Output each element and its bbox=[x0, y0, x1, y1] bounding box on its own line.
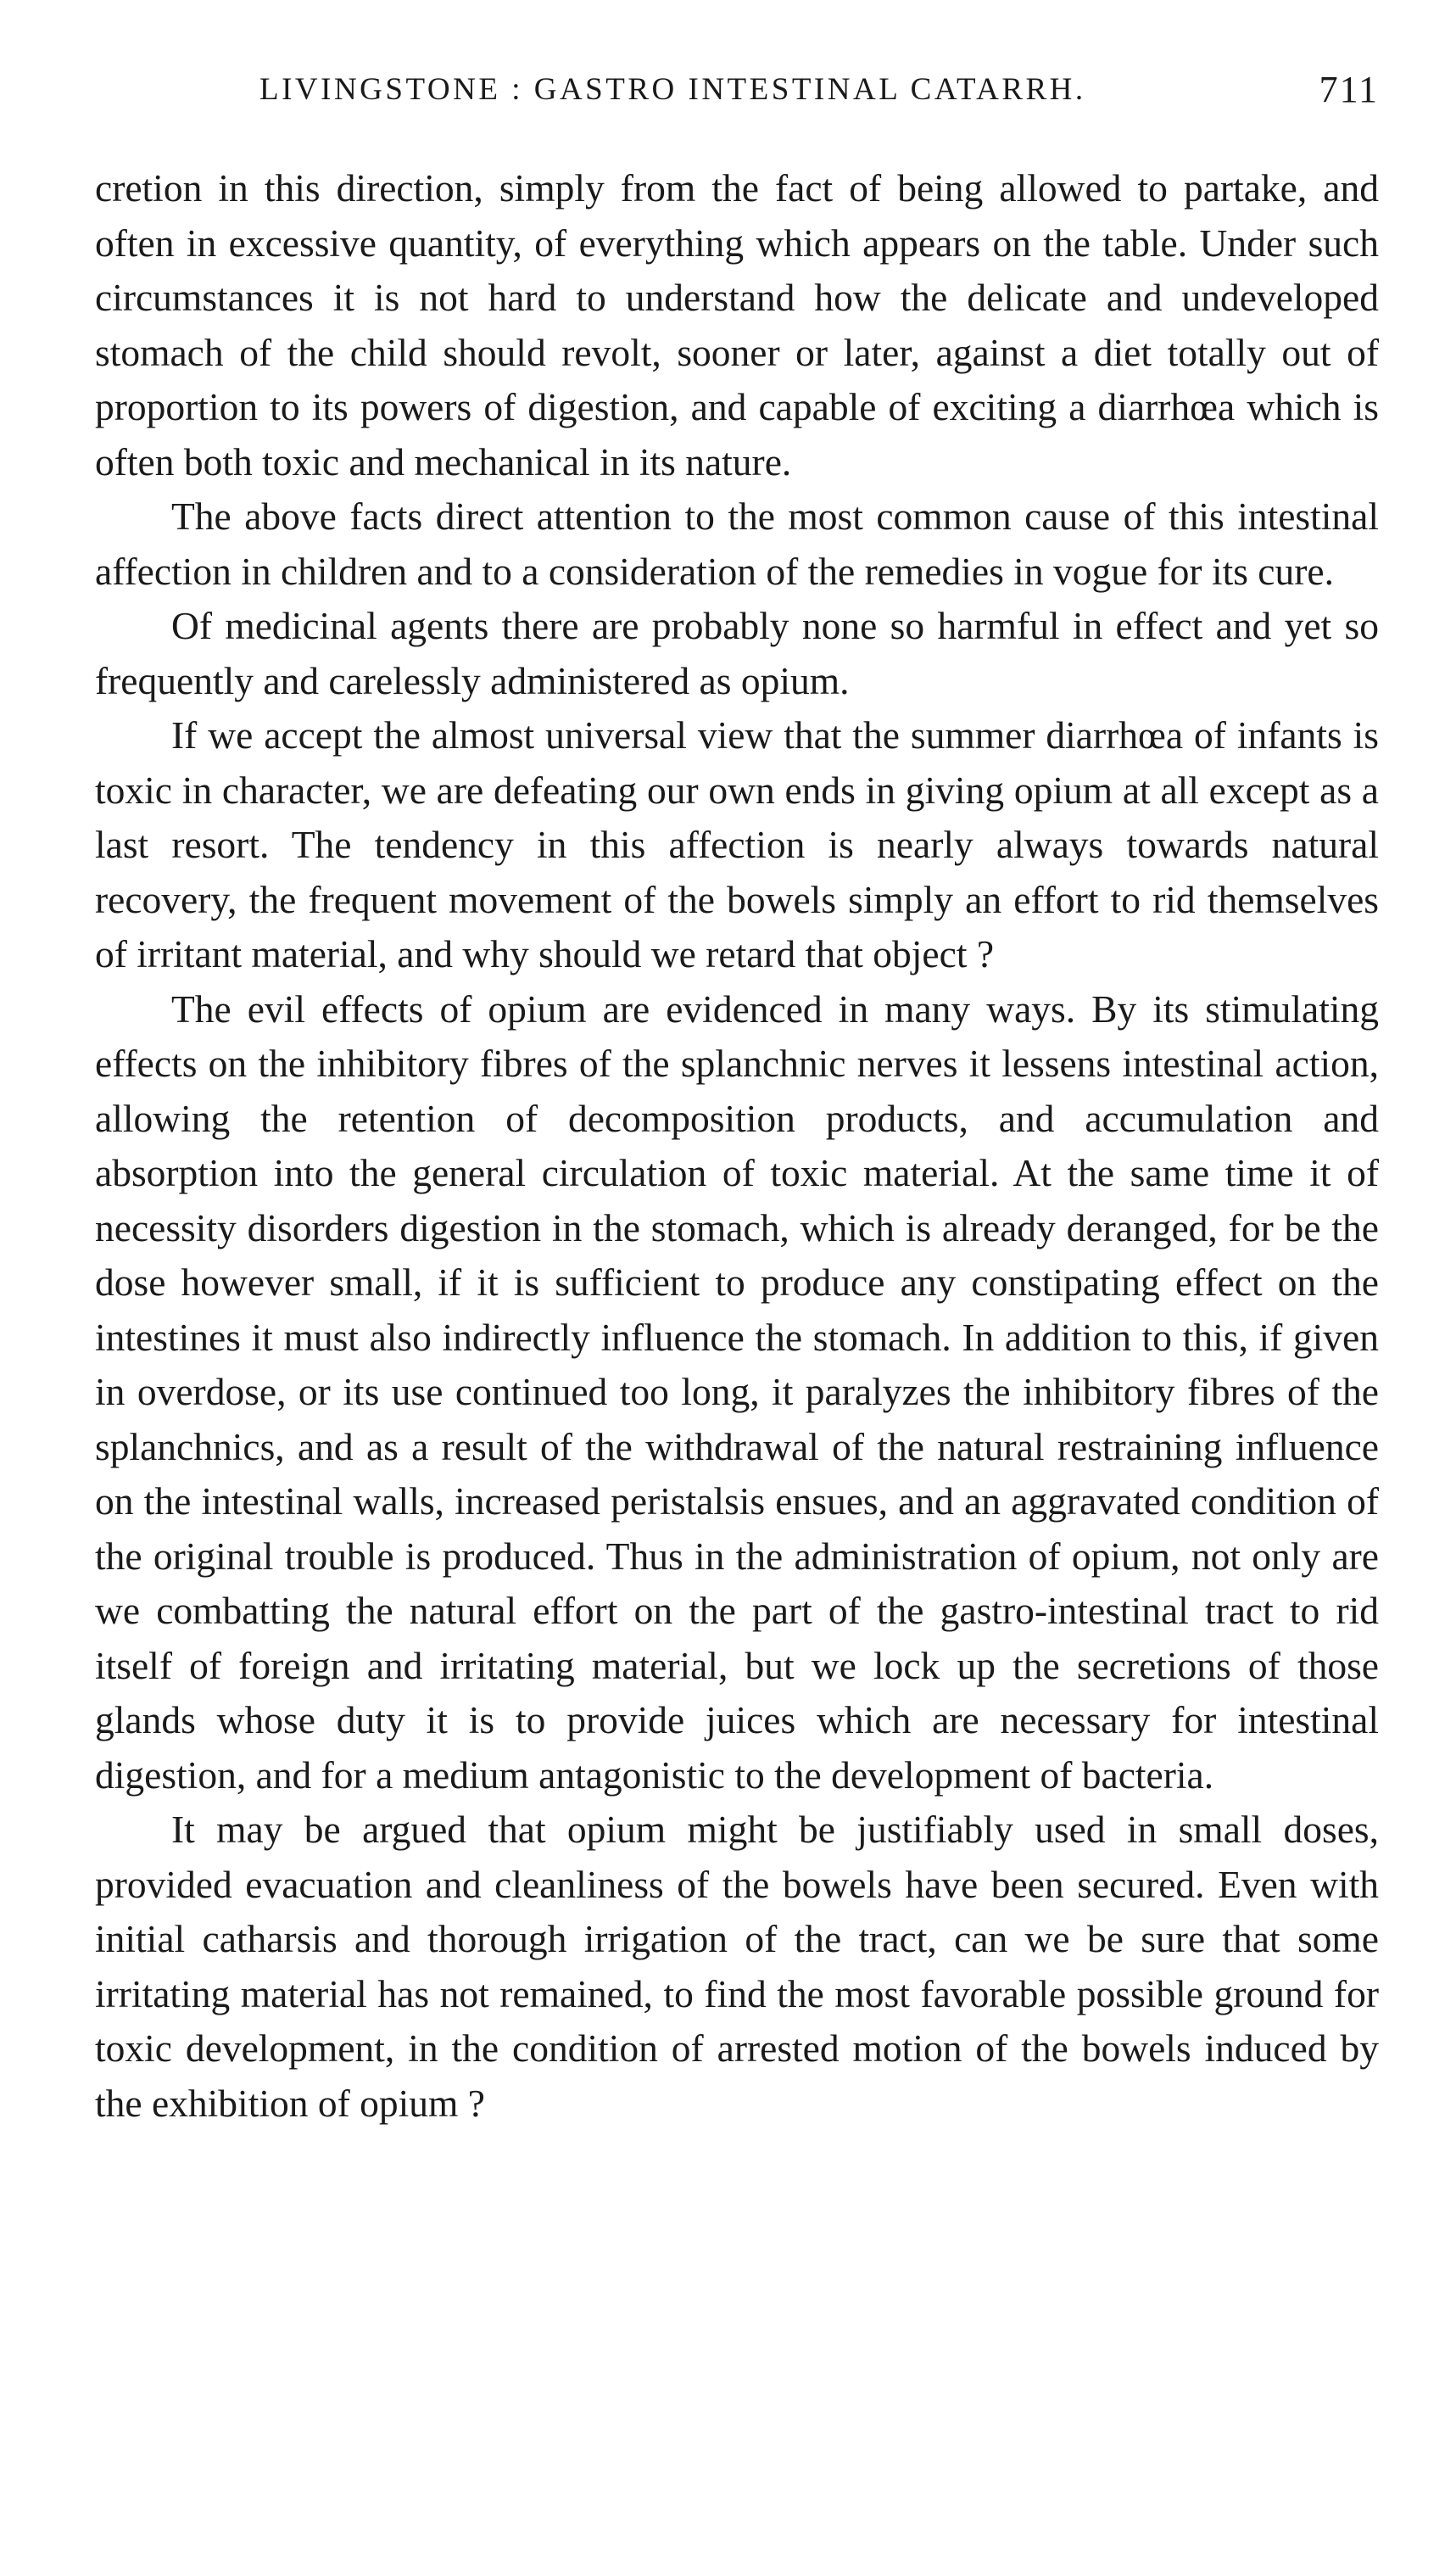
paragraph-summer-diarrhoea: If we accept the almost universal view that the summer diarrhœa of infants is toxic in character, we are defeating our own ends in giving opium at all except as a last resort. The tendency in this affection is nearly always towards natural recovery, the frequent movement of the bowels simply an effort to rid themselves of irritant material, and why should we retard that object ? bbox=[95, 713, 1379, 975]
body-text bbox=[95, 161, 1379, 2131]
paragraph-evil-effects: The evil effects of opium are evidenced in many ways. By its stimulating effects on the inhibitory fibres of the splanchnic nerves it lessens intestinal action, allowing the retention of decomposition products, and accumulation and absorption into the general circulation of toxic material. At the same time it of necessity disorders digestion in the stomach, which is already deranged, for be the dose however small, if it is sufficient to produce any constipating effect on the intestines it must also indirectly influence the stomach. In addition to this, if given in overdose, or its use continued too long, it paralyzes the inhibitory fibres of the splanchnics, and as a result of the withdrawal of the natural restraining influence on the intestinal walls, increased peristalsis ensues, and an aggravated condition of the original trouble is produced. Thus in the administration of opium, not only are we combatting the natural effort on the part of the gastro-intestinal tract to rid itself of foreign and irritating material, but we lock up the secretions of those glands whose duty it is to provide juices which are necessary for intestinal digestion, and for a medium antagonistic to the development of bacteria. bbox=[95, 987, 1379, 1797]
running-head bbox=[259, 64, 1379, 115]
paragraph-continuation: cretion in this direction, simply from the fact of being allowed to partake, and often in excessive quantity, of everything which appears on the table. Under such circumstances it is not hard to understand how the delicate and undeveloped stomach of the child should revolt, sooner or later, against a diet totally out of proportion to its powers of digestion, and capable of exciting a diarrhœa which is often both toxic and mechanical in its nature. bbox=[95, 166, 1379, 483]
running-head-title: LIVINGSTONE : GASTRO INTESTINAL CATARRH. bbox=[259, 72, 1086, 107]
paragraph-small-doses: It may be argued that opium might be justifiably used in small doses, provided evacuation and cleanliness of the bowels have been secured. Even with initial catharsis and thorough irrigation of the tract, can we be sure that some irritating material has not remained, to find the most favorable possible ground for toxic development, in the condition of arrested motion of the bowels induced by the exhibition of opium ? bbox=[95, 1808, 1379, 2125]
paragraph-medicinal-agents: Of medicinal agents there are probably none so harmful in effect and yet so frequently and carelessly administered as opium. bbox=[95, 604, 1379, 702]
paragraph-common-cause: The above facts direct attention to the most common cause of this intestinal affection in children and to a consideration of the remedies in vogue for its cure. bbox=[95, 495, 1379, 593]
page-number: 711 bbox=[1319, 69, 1379, 110]
